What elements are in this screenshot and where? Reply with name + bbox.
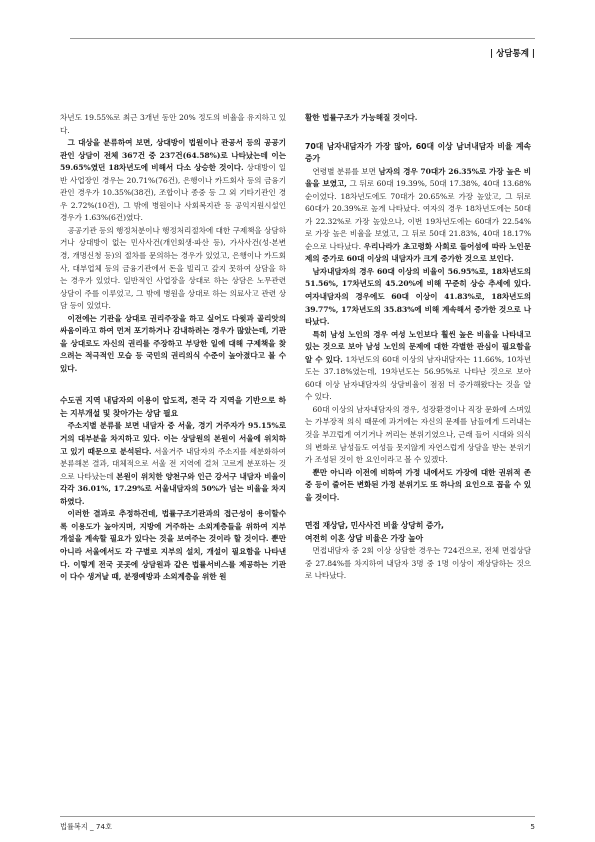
paragraph-emphasis: 이러한 결과로 추정하건데, 법률구조기관과의 접근성이 용이할수록 이용도가 높아지며, 지방에 거주하는 소외계층들을 위하여 지부 개설을 계속할 필요가 있다는 것을 보여주는 것이라 할 것이다. 뿐만 아니라 서울에서도 각 구별로 지부의 설치, 개설이 필요함을 나타낸다. 이렇게 전국 곳곳에 상담원과 같은 법률서비스를 제공하는 기관이 다수 생겨날 때, 분쟁예방과 소외계층을 위한 원: [60, 509, 286, 582]
paragraph: [60, 508, 286, 583]
section-heading: 70대 남자내담자가 가장 많아, 60대 이상 남녀내담자 비율 계속 증가: [305, 141, 531, 164]
paragraph-emphasis: 남자내담자의 경우 60대 이상의 비율이 56.95%로, 18차년도의 51.56%, 17차년도의 45.20%에 비해 꾸준히 상승 추세에 있다. 여자내담자의 경우에도 60대 이상이 41.83%로, 18차년도의 39.77%, 17차년도의 35.83%에 비해 계속해서 증가한 것으로 나타났다.: [305, 266, 531, 327]
paragraph-emphasis: 본원이 위치한 양천구와 인근 강서구 내담자 비율이 각각 36.01%, 17.29%로 서울내담자의 50%가 넘는 비율을 차지하였다.: [60, 471, 286, 506]
paragraph-emphasis: 활한 법률구조가 가능해질 것이다.: [305, 113, 418, 122]
paragraph-text: 그 뒤로 60대 19.39%, 50대 17.38%, 40대 13.68% 순이었다. 18차년도에도 70대가 20.65%로 가장 높았고, 그 뒤로 60대가 20.39%로 높게 나타났다. 여자의 경우 18차년도에는 50대가 22.32%로 가장 높았으나, 이번 19차년도에는 60대가 22.54%로 가장 높은 비율을 보였고, 그 뒤로 50대 21.83%, 40대 18.17% 순으로 나타났다.: [305, 179, 531, 251]
paragraph-text: 연령별 분류를 보면: [312, 166, 379, 176]
paragraph-emphasis: 뿐만 아니라 이전에 비하여 가정 내에서도 가장에 대한 권위적 존중 등이 줄어든 변화된 가정 분위기도 또 하나의 요인으로 꼽을 수 있을 것이다.: [305, 467, 531, 502]
paragraph-text: 1차년도의 60대 이상의 남자내담자는 11.66%, 10차년도는 37.18%였는데, 19차년도는 56.95%로 나타난 것으로 보아 60대 이상 남자내담자의 상담비율이 점점 더 증가해왔다는 것을 알 수 있다.: [305, 354, 531, 402]
paragraph: [305, 166, 531, 266]
paragraph: [305, 467, 531, 505]
paragraph: [60, 420, 286, 508]
paragraph: [305, 404, 531, 467]
paragraph-text: 상대방이 일반 사업장인 경우는 20.71%(76건), 은행이나 카드회사 등의 금융기관인 경우가 10.35%(38건), 조합이나 종중 등 그 외 기타기관인 경우 2.72%(10건), 그 밖에 병원이나 사회복지관 등 공익지원시설인 경우가 1.63%(6건)였다.: [60, 163, 286, 223]
publication-footer: 법률복지 _ 74호: [60, 822, 113, 831]
paragraph-text: 공공기관 등의 행정처분이나 행정처리절차에 대한 구제책을 상담하거나 상대방이 없는 민사사건(개인회생·파산 등), 가사사건(성·본변경, 개명신청 등)의 절차를 문의하는 경우가 있었고, 은행이나 카드회사, 대부업체 등의 금융기관에서 돈을 빌리고 갚지 못하여 상담을 하는 경우가 있었다. 일반적인 사업장을 상대로 하는 상담은 노무관련 상담이 주를 이루었고, 그 밖에 병원을 상대로 하는 의료사고 관련 상담 등이 있었다.: [60, 225, 286, 311]
paragraph-emphasis: 남자의 경우 70대가 26.35%로 가장 높은 비율을 보였고,: [305, 166, 531, 189]
paragraph: [60, 313, 286, 376]
page-number: 5: [530, 822, 535, 831]
paragraph: [305, 329, 531, 404]
paragraph-emphasis: 우리나라가 초고령화 사회로 들어섬에 따라 노인문제의 증가로 60대 이상의 내담자가 크게 증가한 것으로 보인다.: [305, 241, 532, 264]
paragraph-text: 면접내담자 중 2회 이상 상담한 경우는 724건으로, 전체 면접상담 중 27.84%를 차지하여 내담자 3명 중 1명 이상이 재상담하는 것으로 나타났다.: [305, 546, 531, 581]
paragraph: [305, 545, 531, 583]
left-column: [60, 112, 286, 584]
paragraph: [305, 266, 531, 329]
paragraph-emphasis: 그 대상을 분류하여 보면, 상대방이 법원이나 관공서 등의 공공기관인 상담이 전체 367건 중 237건(64.58%)로 나타났는데 이는 59.65%였던 18차년도에 비해서 다소 상승한 것이다.: [60, 138, 286, 173]
section-heading: 수도권 지역 내담자의 이용이 압도적, 전국 각 지역을 기반으로 하는 지부개설 및 찾아가는 상담 필요: [60, 396, 286, 418]
paragraph-emphasis: 주소지별 분류를 보면 내담자 중 서울, 경기 거주자가 95.15%로 거의 대부분을 차지하고 있다. 이는 상담원의 본원이 서울에 위치하고 있기 때문으로 분석된다.: [60, 421, 286, 456]
bottom-rule: [60, 816, 535, 817]
paragraph-emphasis: 특히 남성 노인의 경우 여성 노인보다 훨씬 높은 비율을 나타내고 있는 것으로 보아 남성 노인의 문제에 대한 각별한 관심이 필요함을 알 수 있다.: [305, 329, 531, 364]
section-heading: 여전히 이혼 상담 비율은 가장 높아: [305, 533, 424, 543]
paragraph: [60, 225, 286, 313]
paragraph-text: 차년도 19.55%로 최근 3개년 동안 20% 정도의 비율을 유지하고 있다.: [60, 113, 286, 135]
paragraph: [305, 112, 531, 125]
section-heading: 면접 재상담, 민사사건 비율 상당히 증가,: [305, 521, 444, 531]
right-column: [305, 112, 531, 583]
paragraph: [60, 137, 286, 225]
paragraph-text: 60대 이상의 남자내담자의 경우, 성장환경이나 직장 문화에 스며있는 가부장적 의식 때문에 과거에는 자신의 문제를 남들에게 드러내는 것을 부끄럽게 여기거나 꺼리는 분위기였으나, 근래 들어 시대와 의식의 변화로 남성들도 여성들 못지않게 자연스럽게 상담을 받는 분위기가 조성된 것이 한 요인이라고 볼 수 있겠다.: [305, 404, 531, 465]
top-rule: [70, 38, 535, 39]
paragraph: [60, 112, 286, 137]
section-header: | 상담통계 |: [490, 49, 535, 59]
paragraph-text: 서울거주 내담자의 주소지를 세분화하여 분류해본 결과, 대체적으로 서울 전 지역에 걸쳐 고르게 분포하는 것으로 나타났는데: [60, 446, 287, 481]
paragraph-emphasis: 이전에는 기관을 상대로 권리주장을 하고 싶어도 다윗과 골리앗의 싸움이라고 하여 먼저 포기하거나 감내하려는 경우가 많았는데, 기관을 상대로도 자신의 권리를 주장하고 부당한 일에 대해 구제책을 찾으려는 적극적인 모습 등 국민의 권리의식 수준이 높아졌다고 볼 수 있다.: [60, 313, 286, 373]
